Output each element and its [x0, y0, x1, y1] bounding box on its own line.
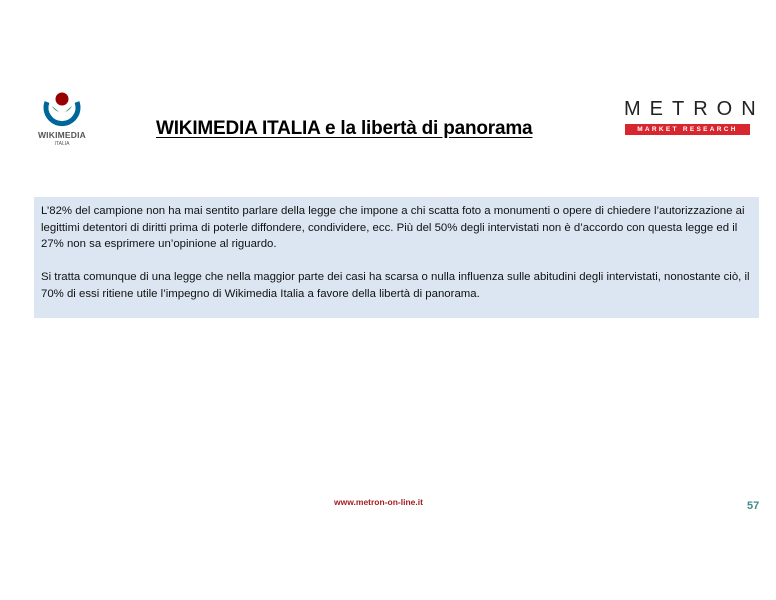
footer-url-link[interactable]: www.metron-on-line.it: [334, 497, 423, 507]
summary-textbox: [34, 197, 759, 318]
metron-logo: [622, 98, 765, 138]
wikimedia-logo-subtext: ITALIA: [54, 141, 70, 147]
summary-paragraph-1: L’82% del campione non ha mai sentito parlare della legge che impone a chi scatta foto a monumenti o opere di chiedere l’autorizzazione ai legittimi detentori di diritti prima di poterle diffondere, condividere, ecc. Più del 50% degli intervistati non è d’accordo con questa legge ed il 27% non sa esprimere un’opinione al riguardo.: [41, 205, 745, 250]
page-title: WIKIMEDIA ITALIA e la libertà di panorama: [156, 118, 533, 139]
page-number: 57: [747, 500, 760, 512]
wikimedia-logo-icon: [37, 90, 87, 130]
metron-logo-text: METRON: [624, 98, 765, 120]
wikimedia-logo-text: WIKIMEDIA: [37, 130, 87, 140]
metron-tagline: MARKET RESEARCH: [625, 124, 750, 135]
wikimedia-italia-logo: [32, 90, 92, 152]
summary-paragraph-2: Si tratta comunque di una legge che nella maggior parte dei casi ha scarsa o nulla influenza sulle abitudini degli intervistati, nonostante ciò, il 70% di essi ritiene utile l’impegno di Wikimedia Italia a favore della libertà di panorama.: [41, 271, 750, 300]
